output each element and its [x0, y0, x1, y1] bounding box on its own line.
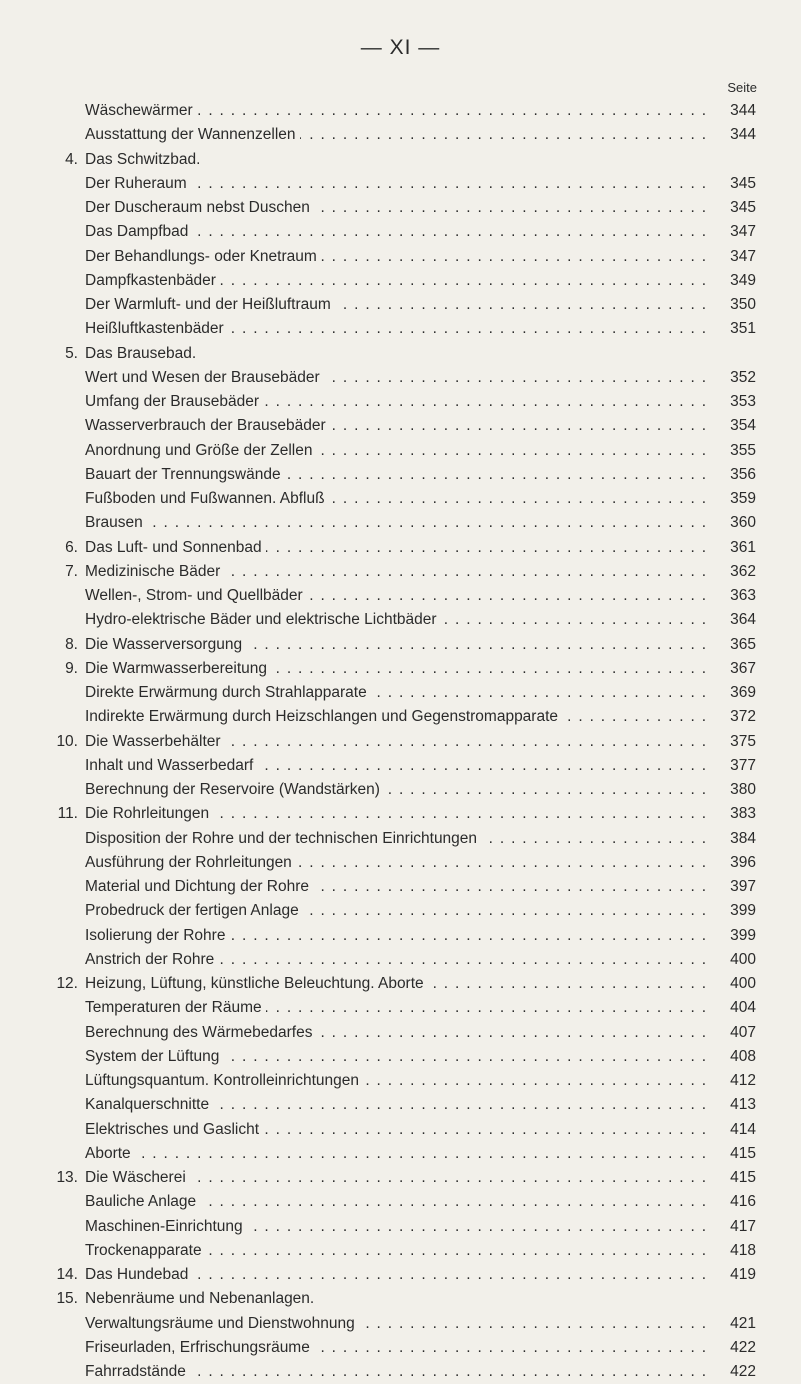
toc-entry-page: 350 — [730, 296, 756, 313]
toc-entry — [40, 245, 756, 269]
toc-entry — [40, 293, 756, 317]
toc-entry-page: 383 — [730, 805, 756, 823]
toc-entry-title-container — [85, 608, 710, 632]
toc-entry-title-container — [85, 414, 710, 438]
toc-entry-title-container — [85, 269, 710, 293]
toc-entry — [40, 511, 756, 535]
toc-entry-title-container — [85, 899, 710, 923]
toc-entry-title-container — [85, 463, 710, 487]
toc-entry — [40, 754, 756, 778]
toc-entry-title: Der Warmluft- und der Heißluftraum — [85, 296, 335, 313]
toc-entry — [40, 487, 756, 511]
toc-entry-title-container — [85, 681, 710, 705]
toc-entry-page: 412 — [730, 1072, 756, 1089]
toc-entry-title-container — [85, 802, 710, 826]
toc-entry — [40, 584, 756, 608]
toc-entry-page: 384 — [730, 829, 756, 847]
toc-entry-title: Die Wasserbehälter — [85, 733, 225, 750]
toc-entry — [40, 827, 756, 851]
toc-entry-page: 344 — [730, 102, 756, 119]
toc-entry-title-container — [85, 293, 710, 317]
toc-entry-title-container — [85, 390, 710, 414]
toc-entry-title: System der Lüftung — [85, 1048, 223, 1065]
toc-entry — [40, 1142, 756, 1166]
toc-entry — [40, 269, 756, 293]
toc-entry-page: 415 — [730, 1144, 756, 1162]
toc-entry-title: Das Brausebad. — [85, 345, 200, 362]
toc-entry-title-container — [85, 1263, 710, 1287]
toc-entry — [40, 1093, 756, 1117]
toc-entry-title-container — [85, 1360, 710, 1384]
toc-entry-number: 13. — [56, 1169, 78, 1186]
toc-entry — [40, 366, 756, 390]
toc-entry-title: Die Wäscherei — [85, 1169, 190, 1186]
toc-entry-page: 347 — [730, 223, 756, 241]
toc-entry-title-container — [85, 439, 710, 463]
toc-entry-title-container — [85, 196, 710, 220]
toc-entry-title: Maschinen-Einrichtung — [85, 1218, 247, 1235]
toc-entry-number: 6. — [65, 538, 78, 556]
toc-entry-page: 400 — [730, 950, 756, 968]
toc-entry-title: Wellen-, Strom- und Quellbäder — [85, 587, 307, 604]
toc-entry-number: 7. — [65, 562, 78, 580]
toc-entry-title: Die Wasserversorgung — [85, 636, 246, 653]
toc-entry-page: 347 — [730, 247, 756, 265]
toc-entry-title: Heizung, Lüftung, künstliche Beleuchtung. Aborte — [85, 975, 428, 992]
toc-entry-page: 413 — [730, 1096, 756, 1114]
toc-entry — [40, 705, 756, 729]
toc-entry-title-container — [85, 996, 710, 1020]
toc-entry-title: Die Warmwasserbereitung — [85, 660, 271, 677]
toc-entry-title: Dampfkastenbäder — [85, 272, 220, 289]
toc-entry-title-container — [85, 1287, 710, 1311]
toc-entry-title-container — [85, 827, 710, 851]
toc-entry-title-container — [85, 1215, 710, 1239]
toc-entry-page: 345 — [730, 174, 756, 192]
toc-entry-title: Der Ruheraum — [85, 175, 191, 192]
toc-entry-page: 399 — [730, 926, 756, 944]
toc-entry-title-container — [85, 366, 710, 390]
toc-entry — [40, 1215, 756, 1239]
toc-entry-page: 397 — [730, 878, 756, 895]
toc-entry-title-container — [85, 536, 710, 560]
toc-entry-title-container — [85, 851, 710, 875]
toc-entry-title: Ausstattung der Wannenzellen — [85, 126, 300, 143]
toc-entry-page: 352 — [730, 368, 756, 386]
toc-entry-title-container — [85, 148, 710, 172]
toc-entry-title: Wert und Wesen der Brausebäder — [85, 369, 324, 386]
toc-entry-title-container — [85, 1069, 710, 1093]
toc-entry-title-container — [85, 245, 710, 269]
toc-entry-title-container — [85, 1142, 710, 1166]
toc-entry-title-container — [85, 657, 710, 681]
toc-entry-number: 10. — [56, 732, 78, 750]
toc-entry-title: Brausen — [85, 514, 147, 531]
toc-entry — [40, 1336, 756, 1360]
toc-entry-title-container — [85, 730, 710, 754]
toc-entry-page: 422 — [730, 1338, 756, 1356]
toc-entry-title: Elektrisches und Gaslicht — [85, 1121, 263, 1138]
toc-entry — [40, 1021, 756, 1045]
toc-entry-title-container — [85, 972, 710, 996]
toc-entry-page: 421 — [730, 1314, 756, 1332]
toc-entry — [40, 778, 756, 802]
page-number-header: — XI — — [360, 36, 441, 59]
toc-entry-title: Nebenräume und Nebenanlagen. — [85, 1290, 318, 1307]
toc-entry-page: 422 — [730, 1363, 756, 1380]
toc-entry — [40, 1118, 756, 1142]
toc-entry-title: Hydro-elektrische Bäder und elektrische Lichtbäder — [85, 611, 441, 628]
toc-entry — [40, 220, 756, 244]
toc-entry-number: 9. — [65, 659, 78, 677]
toc-entry — [40, 196, 756, 220]
toc-entry-page: 415 — [730, 1169, 756, 1186]
toc-entry — [40, 463, 756, 487]
toc-entry-page: 367 — [730, 659, 756, 677]
toc-entry — [40, 899, 756, 923]
toc-entry-page: 364 — [730, 611, 756, 629]
toc-entry-title-container — [85, 633, 710, 657]
toc-entry-title: Medizinische Bäder — [85, 563, 224, 580]
toc-entry — [40, 536, 756, 560]
toc-entry-page: 377 — [730, 756, 756, 774]
toc-entry — [40, 972, 756, 996]
toc-entry-title: Wäschewärmer — [85, 102, 197, 119]
toc-entry-title-container — [85, 317, 710, 341]
toc-entry-title: Friseurladen, Erfrischungsräume — [85, 1339, 314, 1356]
toc-entry-page: 363 — [730, 587, 756, 604]
toc-entry-page: 362 — [730, 562, 756, 580]
toc-entry-title-container — [85, 778, 710, 802]
toc-entry-page: 354 — [730, 417, 756, 435]
toc-entry — [40, 172, 756, 196]
toc-entry-number: 4. — [65, 150, 78, 168]
toc-entry-title: Trockenapparate — [85, 1242, 206, 1259]
toc-entry-page: 416 — [730, 1193, 756, 1211]
toc-entry-page: 404 — [730, 999, 756, 1017]
toc-entry-page: 380 — [730, 781, 756, 798]
toc-entry-title-container — [85, 705, 710, 729]
toc-entry-title-container — [85, 511, 710, 535]
toc-entry — [40, 802, 756, 826]
toc-entry-title: Anstrich der Rohre — [85, 951, 218, 968]
toc-entry-title-container — [85, 172, 710, 196]
toc-entry — [40, 123, 756, 147]
toc-entry-title-container — [85, 1118, 710, 1142]
toc-entry-page: 375 — [730, 732, 756, 750]
toc-entry-title-container — [85, 342, 710, 366]
toc-entry-number: 12. — [56, 975, 78, 992]
toc-entry — [40, 1166, 756, 1190]
toc-entry-page: 408 — [730, 1047, 756, 1065]
table-of-contents — [40, 99, 756, 1384]
toc-entry-title: Material und Dichtung der Rohre — [85, 878, 313, 895]
toc-entry-title-container — [85, 875, 710, 899]
toc-entry-title-container — [85, 1093, 710, 1117]
toc-entry-number: 11. — [57, 805, 78, 823]
toc-entry — [40, 560, 756, 584]
toc-entry-title-container — [85, 1312, 710, 1336]
toc-entry — [40, 439, 756, 463]
toc-entry — [40, 1069, 756, 1093]
toc-entry-title: Das Schwitzbad. — [85, 151, 204, 168]
toc-entry-page: 345 — [730, 199, 756, 216]
toc-entry-title: Anordnung und Größe der Zellen — [85, 442, 316, 459]
toc-entry-page: 356 — [730, 465, 756, 483]
toc-entry-title: Disposition der Rohre und der technischen Einrichtungen — [85, 830, 481, 847]
toc-entry-title: Das Dampfbad — [85, 223, 192, 240]
toc-entry-title: Indirekte Erwärmung durch Heizschlangen und Gegenstromapparate — [85, 708, 562, 725]
toc-entry-title-container — [85, 584, 710, 608]
toc-entry — [40, 1239, 756, 1263]
toc-entry-page: 419 — [730, 1266, 756, 1283]
toc-entry-title: Umfang der Brausebäder — [85, 393, 263, 410]
toc-entry-title-container — [85, 99, 710, 123]
toc-entry — [40, 1045, 756, 1069]
toc-entry — [40, 148, 756, 172]
toc-entry-page: 344 — [730, 126, 756, 144]
toc-entry — [40, 1263, 756, 1287]
toc-entry-title: Berechnung der Reservoire (Wandstärken) — [85, 781, 384, 798]
toc-entry — [40, 924, 756, 948]
toc-entry — [40, 875, 756, 899]
toc-entry-page: 351 — [730, 320, 756, 338]
toc-entry — [40, 657, 756, 681]
toc-entry-title: Verwaltungsräume und Dienstwohnung — [85, 1315, 359, 1332]
toc-entry-title-container — [85, 1190, 710, 1214]
toc-entry-page: 360 — [730, 514, 756, 532]
toc-entry-title: Direkte Erwärmung durch Strahlapparate — [85, 684, 371, 701]
toc-entry-page: 369 — [730, 684, 756, 701]
toc-entry-title: Das Hundebad — [85, 1266, 192, 1283]
toc-entry-page: 355 — [730, 441, 756, 459]
toc-entry-title-container — [85, 1021, 710, 1045]
toc-entry-title: Lüftungsquantum. Kontrolleinrichtungen — [85, 1072, 363, 1089]
toc-entry — [40, 851, 756, 875]
toc-entry-title: Das Luft- und Sonnenbad — [85, 539, 266, 556]
toc-entry-title: Ausführung der Rohrleitungen — [85, 854, 296, 871]
toc-entry — [40, 681, 756, 705]
toc-entry-title-container — [85, 220, 710, 244]
toc-entry — [40, 608, 756, 632]
toc-entry-title-container — [85, 487, 710, 511]
toc-entry-title: Aborte — [85, 1145, 135, 1162]
toc-entry-title: Die Rohrleitungen — [85, 805, 213, 822]
toc-entry-page: 353 — [730, 393, 756, 410]
toc-entry — [40, 730, 756, 754]
toc-entry-title-container — [85, 1239, 710, 1263]
toc-entry-number: 5. — [65, 344, 78, 362]
toc-entry — [40, 414, 756, 438]
toc-entry-title: Inhalt und Wasserbedarf — [85, 757, 257, 774]
toc-entry — [40, 633, 756, 657]
toc-entry-title: Heißluftkastenbäder — [85, 320, 228, 337]
toc-entry-page: 414 — [730, 1120, 756, 1138]
toc-entry-title: Berechnung des Wärmebedarfes — [85, 1024, 316, 1041]
toc-entry-title-container — [85, 754, 710, 778]
toc-entry — [40, 996, 756, 1020]
toc-entry-page: 365 — [730, 635, 756, 653]
toc-entry-title: Kanalquerschnitte — [85, 1096, 213, 1113]
page-column-label: Seite — [727, 80, 757, 95]
toc-entry — [40, 342, 756, 366]
toc-entry-page: 361 — [730, 538, 756, 556]
toc-entry-number: 8. — [65, 635, 78, 653]
toc-entry-page: 399 — [730, 902, 756, 920]
toc-entry — [40, 1287, 756, 1311]
toc-entry-page: 418 — [730, 1241, 756, 1259]
toc-entry-page: 359 — [730, 490, 756, 507]
toc-entry-title: Fußboden und Fußwannen. Abfluß — [85, 490, 329, 507]
toc-entry-title-container — [85, 560, 710, 584]
toc-entry — [40, 390, 756, 414]
toc-entry-title: Temperaturen der Räume — [85, 999, 266, 1016]
toc-entry-title-container — [85, 1166, 710, 1190]
toc-entry-title: Bauart der Trennungswände — [85, 466, 285, 483]
toc-entry-number: 15. — [56, 1290, 78, 1308]
toc-entry-title: Fahrradstände — [85, 1363, 190, 1380]
toc-entry-page: 349 — [730, 271, 756, 289]
toc-entry-title: Isolierung der Rohre — [85, 927, 229, 944]
toc-entry — [40, 1190, 756, 1214]
toc-entry-page: 400 — [730, 975, 756, 992]
toc-entry — [40, 1360, 756, 1384]
toc-entry — [40, 317, 756, 341]
toc-entry-title: Wasserverbrauch der Brausebäder — [85, 417, 330, 434]
toc-entry-title: Probedruck der fertigen Anlage — [85, 902, 303, 919]
toc-entry-page: 396 — [730, 853, 756, 871]
toc-entry-page: 407 — [730, 1023, 756, 1041]
toc-entry — [40, 948, 756, 972]
toc-entry-page: 417 — [730, 1217, 756, 1235]
toc-entry-title-container — [85, 123, 710, 147]
toc-entry — [40, 1312, 756, 1336]
toc-entry-title: Bauliche Anlage — [85, 1193, 200, 1210]
toc-entry-title-container — [85, 924, 710, 948]
toc-entry-title-container — [85, 1045, 710, 1069]
toc-entry-title: Der Duscheraum nebst Duschen — [85, 199, 314, 216]
toc-entry-page: 372 — [730, 708, 756, 726]
toc-entry-title-container — [85, 1336, 710, 1360]
toc-entry-title-container — [85, 948, 710, 972]
toc-entry-number: 14. — [56, 1266, 78, 1283]
toc-entry — [40, 99, 756, 123]
toc-entry-title: Der Behandlungs- oder Knetraum — [85, 248, 321, 265]
